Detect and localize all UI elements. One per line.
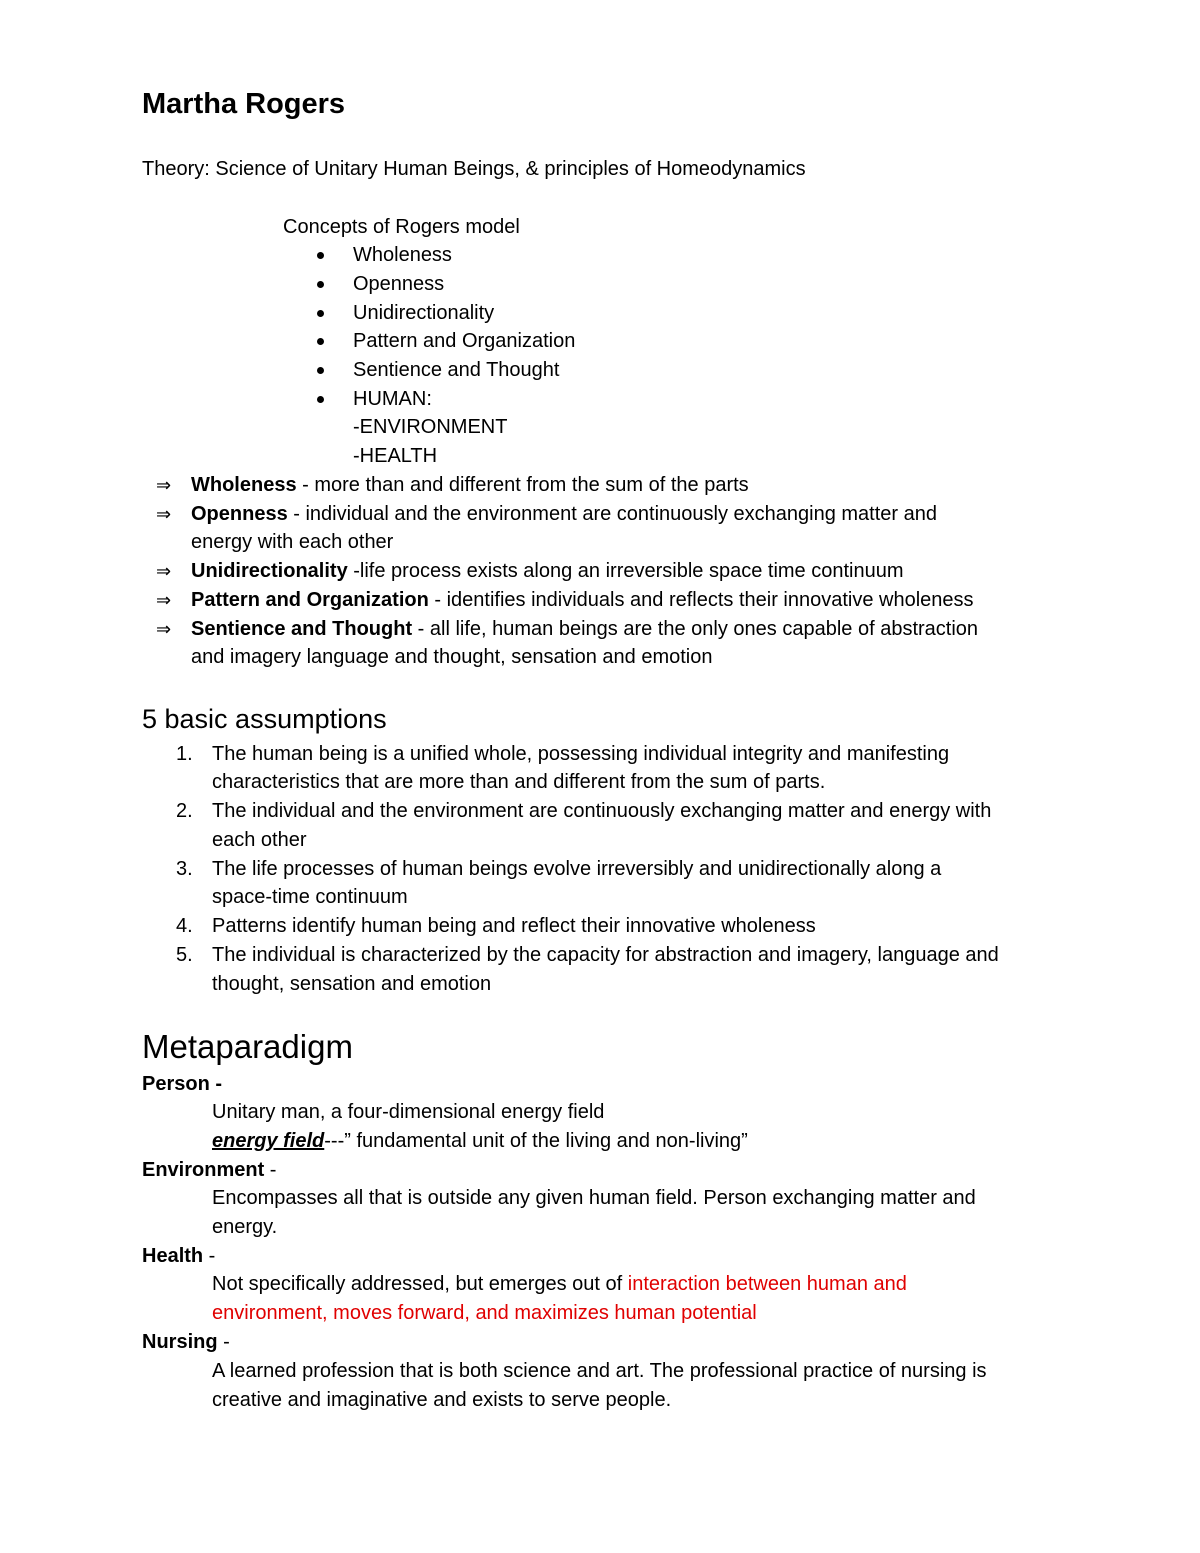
- list-item: HUMAN:: [353, 388, 432, 410]
- list-item: The human being is a unified whole, possessing individual integrity and manifesting: [212, 743, 950, 765]
- list-number: 1.: [176, 743, 193, 765]
- list-item: Patterns identify human being and reflect their innovative wholeness: [212, 915, 816, 937]
- section-text: A learned profession that is both science and art. The professional practice of nursing is: [212, 1360, 987, 1382]
- section-label: [142, 1242, 215, 1270]
- section-text: energy.: [212, 1216, 278, 1238]
- definition-term: Unidirectionality: [191, 560, 348, 582]
- section-text: creative and imaginative and exists to serve people.: [212, 1389, 672, 1411]
- highlighted-text: environment, moves forward, and maximizes human potential: [212, 1302, 757, 1324]
- section-text: Unitary man, a four-dimensional energy field: [212, 1101, 605, 1123]
- arrow-icon: ⇒: [156, 504, 172, 524]
- assumptions-heading: 5 basic assumptions: [142, 704, 387, 734]
- list-sub-item: -ENVIRONMENT: [353, 416, 508, 438]
- label-dash: -: [264, 1159, 277, 1181]
- arrow-icon: ⇒: [156, 475, 172, 495]
- section-label: [142, 1328, 230, 1356]
- metaparadigm-heading: Metaparadigm: [142, 1028, 353, 1065]
- list-item: Sentience and Thought: [353, 359, 560, 381]
- definition-term: Pattern and Organization: [191, 589, 429, 611]
- list-item: The individual and the environment are continuously exchanging matter and energy with: [212, 800, 992, 822]
- label-dash: -: [217, 1331, 230, 1353]
- list-number: 4.: [176, 915, 193, 937]
- bullet-icon: [317, 396, 324, 403]
- concepts-heading: Concepts of Rogers model: [283, 216, 520, 238]
- section-text: [212, 1270, 907, 1298]
- definition-item: [191, 557, 904, 585]
- list-item-continuation: characteristics that are more than and different from the sum of parts.: [212, 771, 826, 793]
- definition-item: [191, 586, 974, 614]
- arrow-icon: ⇒: [156, 619, 172, 639]
- list-item-continuation: space-time continuum: [212, 886, 408, 908]
- list-item: Openness: [353, 273, 445, 295]
- list-item: Wholeness: [353, 244, 452, 266]
- definition-term: Openness: [191, 503, 288, 525]
- definition-term: Sentience and Thought: [191, 618, 413, 640]
- list-sub-item: -HEALTH: [353, 445, 438, 467]
- theory-line: Theory: Science of Unitary Human Beings, & principles of Homeodynamics: [142, 158, 806, 180]
- definition-text: - more than and different from the sum of the parts: [296, 474, 749, 496]
- list-item: Unidirectionality: [353, 302, 495, 324]
- list-item: The life processes of human beings evolve irreversibly and unidirectionally along a: [212, 858, 942, 880]
- list-item: The individual is characterized by the capacity for abstraction and imagery, language and: [212, 944, 999, 966]
- definition-continuation: energy with each other: [191, 531, 394, 553]
- bullet-icon: [317, 338, 324, 345]
- highlighted-text: interaction between human and: [627, 1273, 907, 1295]
- definition-item: [191, 615, 978, 643]
- label-text: Environment: [142, 1159, 265, 1181]
- definition-text: - identifies individuals and reflects their innovative wholeness: [428, 589, 974, 611]
- definition-item: [191, 471, 749, 499]
- definition-term: Wholeness: [191, 474, 297, 496]
- label-text: Health: [142, 1245, 204, 1267]
- section-label: [142, 1156, 276, 1184]
- definition-item: [191, 500, 937, 528]
- bullet-icon: [317, 252, 324, 259]
- definition-text: - individual and the environment are continuously exchanging matter and: [287, 503, 937, 525]
- section-label: [142, 1070, 222, 1098]
- list-item-continuation: each other: [212, 829, 307, 851]
- label-text: Nursing: [142, 1331, 218, 1353]
- emphasis-term: energy field: [212, 1130, 325, 1152]
- list-number: 5.: [176, 944, 193, 966]
- label-text: Person: [142, 1073, 210, 1095]
- definition-text: - all life, human beings are the only ones capable of abstraction: [412, 618, 979, 640]
- bullet-icon: [317, 367, 324, 374]
- label-dash: -: [203, 1245, 216, 1267]
- bullet-icon: [317, 281, 324, 288]
- section-text-rest: ---” fundamental unit of the living and non-living”: [324, 1130, 748, 1152]
- page-title: Martha Rogers: [142, 88, 346, 120]
- definition-continuation: and imagery language and thought, sensation and emotion: [191, 646, 713, 668]
- bullet-icon: [317, 310, 324, 317]
- section-text-plain: Not specifically addressed, but emerges out of: [212, 1273, 628, 1295]
- arrow-icon: ⇒: [156, 561, 172, 581]
- label-dash: -: [209, 1073, 223, 1095]
- definition-text: -life process exists along an irreversible space time continuum: [347, 560, 904, 582]
- list-item-continuation: thought, sensation and emotion: [212, 973, 492, 995]
- list-item: Pattern and Organization: [353, 330, 576, 352]
- list-number: 3.: [176, 858, 193, 880]
- arrow-icon: ⇒: [156, 590, 172, 610]
- section-text: Encompasses all that is outside any given human field. Person exchanging matter and: [212, 1187, 976, 1209]
- list-number: 2.: [176, 800, 193, 822]
- section-text: [212, 1127, 748, 1155]
